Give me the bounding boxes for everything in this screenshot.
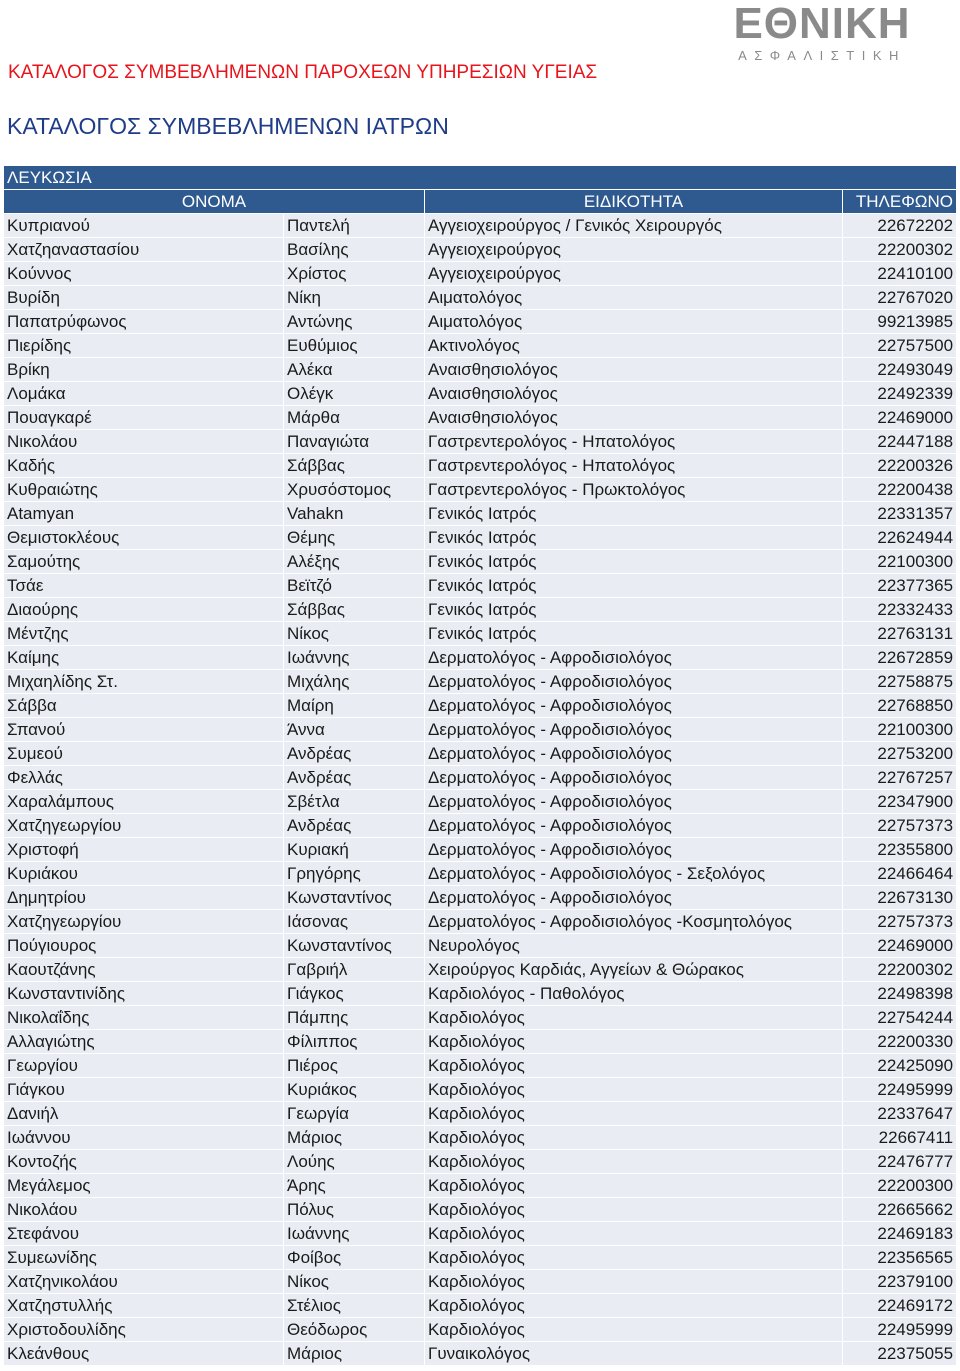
phone-cell: 22379100 [843, 1270, 957, 1294]
first-name-cell: Άρης [284, 1174, 425, 1198]
table-row [4, 1174, 957, 1198]
table-row [4, 646, 957, 670]
table-row [4, 910, 957, 934]
phone-cell: 22763131 [843, 622, 957, 646]
first-name-cell: Αντώνης [284, 310, 425, 334]
first-name-cell: Ιωάννης [284, 646, 425, 670]
surname-cell: Διαούρης [4, 598, 284, 622]
table-row [4, 214, 957, 238]
first-name-cell: Χρυσόστομος [284, 478, 425, 502]
table-body [4, 214, 957, 1366]
specialty-cell: Δερματολόγος - Αφροδισιολόγος -Κοσμητολόγος [425, 910, 843, 934]
table-row [4, 1294, 957, 1318]
surname-cell: Στεφάνου [4, 1222, 284, 1246]
phone-cell: 22757373 [843, 814, 957, 838]
surname-cell: Πούγιουρος [4, 934, 284, 958]
first-name-cell: Σάββας [284, 454, 425, 478]
surname-cell: Κυθραιώτης [4, 478, 284, 502]
first-name-cell: Γιάγκος [284, 982, 425, 1006]
table-row [4, 958, 957, 982]
phone-cell: 22495999 [843, 1318, 957, 1342]
phone-cell: 22667411 [843, 1126, 957, 1150]
phone-cell: 22493049 [843, 358, 957, 382]
phone-cell: 22672202 [843, 214, 957, 238]
table-row [4, 478, 957, 502]
phone-cell: 22672859 [843, 646, 957, 670]
surname-cell: Θεμιστοκλέους [4, 526, 284, 550]
specialty-cell: Αναισθησιολόγος [425, 406, 843, 430]
table-row [4, 1054, 957, 1078]
first-name-cell: Μαίρη [284, 694, 425, 718]
surname-cell: Συμεωνίδης [4, 1246, 284, 1270]
specialty-cell: Γαστρεντερολόγος - Ηπατολόγος [425, 430, 843, 454]
table-row [4, 1078, 957, 1102]
table-row [4, 862, 957, 886]
first-name-cell: Θεόδωρος [284, 1318, 425, 1342]
specialty-cell: Καρδιολόγος [425, 1174, 843, 1198]
first-name-cell: Γεωργία [284, 1102, 425, 1126]
phone-cell: 22469000 [843, 406, 957, 430]
surname-cell: Φελλάς [4, 766, 284, 790]
surname-cell: Νικολάου [4, 1198, 284, 1222]
surname-cell: Χατζηγεωργίου [4, 910, 284, 934]
table-row [4, 1222, 957, 1246]
table-row [4, 766, 957, 790]
region-row [4, 166, 957, 190]
first-name-cell: Κυριακή [284, 838, 425, 862]
table-row [4, 790, 957, 814]
specialty-cell: Καρδιολόγος [425, 1006, 843, 1030]
first-name-cell: Πιέρος [284, 1054, 425, 1078]
first-name-cell: Φοίβος [284, 1246, 425, 1270]
surname-cell: Κοντοζής [4, 1150, 284, 1174]
first-name-cell: Χρίστος [284, 262, 425, 286]
first-name-cell: Vahakn [284, 502, 425, 526]
table-row [4, 694, 957, 718]
surname-cell: Βυρίδη [4, 286, 284, 310]
phone-cell: 22200330 [843, 1030, 957, 1054]
surname-cell: Τσάε [4, 574, 284, 598]
surname-cell: Σπανού [4, 718, 284, 742]
phone-cell: 22476777 [843, 1150, 957, 1174]
table-row [4, 550, 957, 574]
table-row [4, 1318, 957, 1342]
phone-cell: 22410100 [843, 262, 957, 286]
first-name-cell: Ανδρέας [284, 766, 425, 790]
phone-cell: 22337647 [843, 1102, 957, 1126]
specialty-cell: Γυναικολόγος [425, 1342, 843, 1366]
logo-tagline: ΑΣΦΑΛΙΣΤΙΚΗ [738, 48, 906, 63]
table-row [4, 238, 957, 262]
first-name-cell: Νίκος [284, 1270, 425, 1294]
specialty-cell: Καρδιολόγος [425, 1222, 843, 1246]
table-row [4, 1126, 957, 1150]
specialty-cell: Ακτινολόγος [425, 334, 843, 358]
surname-cell: Γεωργίου [4, 1054, 284, 1078]
first-name-cell: Κωνσταντίνος [284, 886, 425, 910]
table-row [4, 502, 957, 526]
phone-cell: 22753200 [843, 742, 957, 766]
specialty-cell: Αιματολόγος [425, 310, 843, 334]
table-row [4, 1246, 957, 1270]
specialty-cell: Αναισθησιολόγος [425, 358, 843, 382]
table-header-row [4, 190, 957, 214]
specialty-cell: Καρδιολόγος [425, 1102, 843, 1126]
table-row [4, 310, 957, 334]
surname-cell: Χατζηγεωργίου [4, 814, 284, 838]
first-name-cell: Μιχάλης [284, 670, 425, 694]
surname-cell: Λομάκα [4, 382, 284, 406]
first-name-cell: Ευθύμιος [284, 334, 425, 358]
specialty-cell: Γενικός Ιατρός [425, 526, 843, 550]
first-name-cell: Κυριάκος [284, 1078, 425, 1102]
phone-cell: 22356565 [843, 1246, 957, 1270]
phone-cell: 22495999 [843, 1078, 957, 1102]
table-row [4, 1150, 957, 1174]
surname-cell: Χατζηστυλλής [4, 1294, 284, 1318]
specialty-cell: Γαστρεντερολόγος - Ηπατολόγος [425, 454, 843, 478]
specialty-cell: Γενικός Ιατρός [425, 502, 843, 526]
table-row [4, 742, 957, 766]
phone-cell: 22768850 [843, 694, 957, 718]
phone-cell: 22200300 [843, 1174, 957, 1198]
surname-cell: Χριστοδουλίδης [4, 1318, 284, 1342]
surname-cell: Συμεού [4, 742, 284, 766]
table-row [4, 358, 957, 382]
surname-cell: Χριστοφή [4, 838, 284, 862]
surname-cell: Νικολάου [4, 430, 284, 454]
first-name-cell: Νίκος [284, 622, 425, 646]
specialty-cell: Δερματολόγος - Αφροδισιολόγος [425, 694, 843, 718]
first-name-cell: Μάρθα [284, 406, 425, 430]
phone-cell: 22200326 [843, 454, 957, 478]
specialty-cell: Καρδιολόγος [425, 1150, 843, 1174]
surname-cell: Ιωάννου [4, 1126, 284, 1150]
surname-cell: Χατζηαναστασίου [4, 238, 284, 262]
specialty-cell: Γενικός Ιατρός [425, 550, 843, 574]
surname-cell: Κλεάνθους [4, 1342, 284, 1366]
first-name-cell: Στέλιος [284, 1294, 425, 1318]
table-row [4, 430, 957, 454]
table-row [4, 838, 957, 862]
document-subtitle: ΚΑΤΑΛΟΓΟΣ ΣΥΜΒΕΒΛΗΜΕΝΩΝ ΙΑΤΡΩΝ [7, 113, 449, 139]
specialty-cell: Γενικός Ιατρός [425, 622, 843, 646]
surname-cell: Atamyan [4, 502, 284, 526]
phone-cell: 22347900 [843, 790, 957, 814]
first-name-cell: Βεϊτζό [284, 574, 425, 598]
doctors-table [3, 165, 957, 1366]
surname-cell: Νικολαΐδης [4, 1006, 284, 1030]
phone-cell: 22447188 [843, 430, 957, 454]
table-row [4, 934, 957, 958]
header-name: ΟΝΟΜΑ [4, 190, 425, 214]
surname-cell: Κυριάκου [4, 862, 284, 886]
phone-cell: 22767020 [843, 286, 957, 310]
phone-cell: 22377365 [843, 574, 957, 598]
phone-cell: 22375055 [843, 1342, 957, 1366]
first-name-cell: Αλέκα [284, 358, 425, 382]
table-row [4, 1102, 957, 1126]
header-specialty: ΕΙΔΙΚΟΤΗΤΑ [425, 190, 843, 214]
phone-cell: 22200438 [843, 478, 957, 502]
phone-cell: 22100300 [843, 718, 957, 742]
phone-cell: 22624944 [843, 526, 957, 550]
specialty-cell: Δερματολόγος - Αφροδισιολόγος [425, 886, 843, 910]
table-row [4, 886, 957, 910]
first-name-cell: Ανδρέας [284, 742, 425, 766]
phone-cell: 22331357 [843, 502, 957, 526]
phone-cell: 22757500 [843, 334, 957, 358]
surname-cell: Δημητρίου [4, 886, 284, 910]
first-name-cell: Ανδρέας [284, 814, 425, 838]
specialty-cell: Καρδιολόγος [425, 1030, 843, 1054]
phone-cell: 22498398 [843, 982, 957, 1006]
surname-cell: Κούννος [4, 262, 284, 286]
specialty-cell: Νευρολόγος [425, 934, 843, 958]
table-row [4, 670, 957, 694]
table-row [4, 1198, 957, 1222]
header-phone: ΤΗΛΕΦΩΝΟ [843, 190, 957, 214]
first-name-cell: Θέμης [284, 526, 425, 550]
first-name-cell: Νίκη [284, 286, 425, 310]
table-row [4, 1342, 957, 1366]
region-label: ΛΕΥΚΩΣΙΑ [4, 166, 957, 190]
table-row [4, 526, 957, 550]
first-name-cell: Γαβριήλ [284, 958, 425, 982]
phone-cell: 22754244 [843, 1006, 957, 1030]
first-name-cell: Κωνσταντίνος [284, 934, 425, 958]
surname-cell: Μεγάλεμος [4, 1174, 284, 1198]
first-name-cell: Φίλιππος [284, 1030, 425, 1054]
surname-cell: Πουαγκαρέ [4, 406, 284, 430]
surname-cell: Σαμούτης [4, 550, 284, 574]
phone-cell: 99213985 [843, 310, 957, 334]
table-row [4, 622, 957, 646]
specialty-cell: Δερματολόγος - Αφροδισιολόγος [425, 766, 843, 790]
table-row [4, 406, 957, 430]
surname-cell: Δανιήλ [4, 1102, 284, 1126]
specialty-cell: Αγγειοχειρούργος [425, 262, 843, 286]
surname-cell: Παπατρύφωνος [4, 310, 284, 334]
phone-cell: 22466464 [843, 862, 957, 886]
table-row [4, 1006, 957, 1030]
specialty-cell: Δερματολόγος - Αφροδισιολόγος [425, 814, 843, 838]
specialty-cell: Δερματολόγος - Αφροδισιολόγος [425, 670, 843, 694]
specialty-cell: Δερματολόγος - Αφροδισιολόγος [425, 646, 843, 670]
document-title: ΚΑΤΑΛΟΓΟΣ ΣΥΜΒΕΒΛΗΜΕΝΩΝ ΠΑΡΟΧΕΩΝ ΥΠΗΡΕΣΙΩΝ ΥΓΕΙΑΣ [8, 62, 598, 83]
phone-cell: 22100300 [843, 550, 957, 574]
specialty-cell: Αγγειοχειρούργος / Γενικός Χειρουργός [425, 214, 843, 238]
first-name-cell: Πάμπης [284, 1006, 425, 1030]
phone-cell: 22469183 [843, 1222, 957, 1246]
specialty-cell: Αιματολόγος [425, 286, 843, 310]
specialty-cell: Καρδιολόγος [425, 1078, 843, 1102]
specialty-cell: Γενικός Ιατρός [425, 574, 843, 598]
specialty-cell: Καρδιολόγος [425, 1270, 843, 1294]
specialty-cell: Καρδιολόγος [425, 1198, 843, 1222]
phone-cell: 22355800 [843, 838, 957, 862]
specialty-cell: Δερματολόγος - Αφροδισιολόγος [425, 838, 843, 862]
specialty-cell: Γαστρεντερολόγος - Πρωκτολόγος [425, 478, 843, 502]
specialty-cell: Καρδιολόγος - Παθολόγος [425, 982, 843, 1006]
specialty-cell: Καρδιολόγος [425, 1246, 843, 1270]
surname-cell: Μέντζης [4, 622, 284, 646]
first-name-cell: Μάριος [284, 1126, 425, 1150]
phone-cell: 22200302 [843, 958, 957, 982]
surname-cell: Καουτζάνης [4, 958, 284, 982]
surname-cell: Χαραλάμπους [4, 790, 284, 814]
surname-cell: Βρίκη [4, 358, 284, 382]
table-row [4, 262, 957, 286]
specialty-cell: Δερματολόγος - Αφροδισιολόγος - Σεξολόγος [425, 862, 843, 886]
phone-cell: 22469172 [843, 1294, 957, 1318]
first-name-cell: Ιάσονας [284, 910, 425, 934]
specialty-cell: Δερματολόγος - Αφροδισιολόγος [425, 790, 843, 814]
phone-cell: 22757373 [843, 910, 957, 934]
table-row [4, 814, 957, 838]
first-name-cell: Λούης [284, 1150, 425, 1174]
table-row [4, 286, 957, 310]
phone-cell: 22469000 [843, 934, 957, 958]
first-name-cell: Παναγιώτα [284, 430, 425, 454]
table-row [4, 334, 957, 358]
table-row [4, 1270, 957, 1294]
first-name-cell: Παντελή [284, 214, 425, 238]
first-name-cell: Ολέγκ [284, 382, 425, 406]
specialty-cell: Αναισθησιολόγος [425, 382, 843, 406]
surname-cell: Κωνσταντινίδης [4, 982, 284, 1006]
table-row [4, 382, 957, 406]
surname-cell: Καίμης [4, 646, 284, 670]
surname-cell: Σάββα [4, 694, 284, 718]
surname-cell: Καδής [4, 454, 284, 478]
specialty-cell: Καρδιολόγος [425, 1318, 843, 1342]
first-name-cell: Σβέτλα [284, 790, 425, 814]
table-row [4, 454, 957, 478]
specialty-cell: Καρδιολόγος [425, 1294, 843, 1318]
specialty-cell: Καρδιολόγος [425, 1126, 843, 1150]
phone-cell: 22673130 [843, 886, 957, 910]
company-logo [712, 0, 932, 63]
specialty-cell: Δερματολόγος - Αφροδισιολόγος [425, 718, 843, 742]
table-row [4, 1030, 957, 1054]
first-name-cell: Αλέξης [284, 550, 425, 574]
specialty-cell: Δερματολόγος - Αφροδισιολόγος [425, 742, 843, 766]
first-name-cell: Μάριος [284, 1342, 425, 1366]
first-name-cell: Πόλυς [284, 1198, 425, 1222]
specialty-cell: Αγγειοχειρούργος [425, 238, 843, 262]
phone-cell: 22758875 [843, 670, 957, 694]
surname-cell: Πιερίδης [4, 334, 284, 358]
first-name-cell: Άννα [284, 718, 425, 742]
table-row [4, 598, 957, 622]
table-row [4, 574, 957, 598]
table-row [4, 982, 957, 1006]
first-name-cell: Βασίλης [284, 238, 425, 262]
phone-cell: 22332433 [843, 598, 957, 622]
phone-cell: 22492339 [843, 382, 957, 406]
phone-cell: 22665662 [843, 1198, 957, 1222]
specialty-cell: Καρδιολόγος [425, 1054, 843, 1078]
surname-cell: Κυπριανού [4, 214, 284, 238]
specialty-cell: Χειρούργος Καρδιάς, Αγγείων & Θώρακος [425, 958, 843, 982]
phone-cell: 22425090 [843, 1054, 957, 1078]
phone-cell: 22200302 [843, 238, 957, 262]
table-row [4, 718, 957, 742]
surname-cell: Γιάγκου [4, 1078, 284, 1102]
surname-cell: Μιχαηλίδης Στ. [4, 670, 284, 694]
surname-cell: Αλλαγιώτης [4, 1030, 284, 1054]
first-name-cell: Γρηγόρης [284, 862, 425, 886]
first-name-cell: Σάββας [284, 598, 425, 622]
first-name-cell: Ιωάννης [284, 1222, 425, 1246]
surname-cell: Χατζηνικολάου [4, 1270, 284, 1294]
logo-wordmark: ΕΘΝΙΚΗ [733, 0, 911, 48]
phone-cell: 22767257 [843, 766, 957, 790]
specialty-cell: Γενικός Ιατρός [425, 598, 843, 622]
